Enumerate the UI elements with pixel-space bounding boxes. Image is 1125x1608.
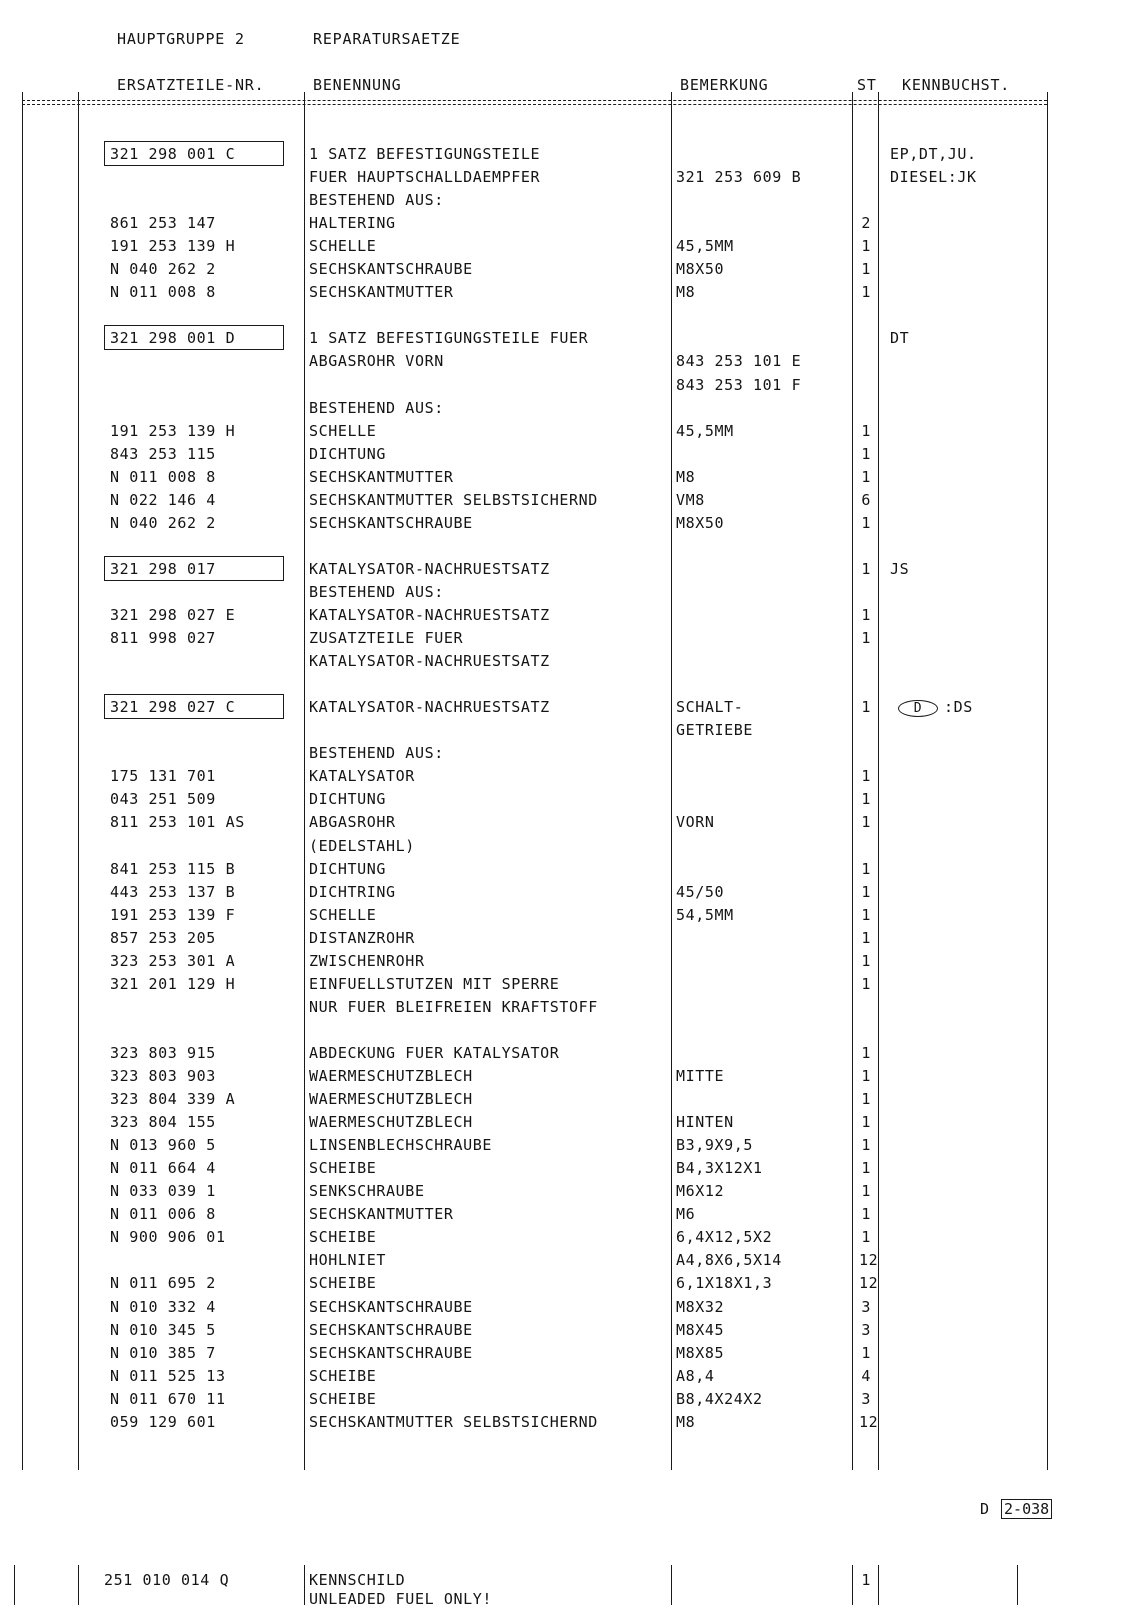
part-name: SECHSKANTSCHRAUBE [309,1320,473,1339]
main-group-label: HAUPTGRUPPE 2 [117,30,245,48]
part-number: N 900 906 01 [110,1228,226,1247]
part-qty: 1 [861,698,871,717]
part-name: ZUSATZTEILE FUER [309,629,464,648]
next-divider-3 [671,1565,672,1605]
part-name: SECHSKANTSCHRAUBE [309,513,473,532]
part-number: N 033 039 1 [110,1182,216,1201]
part-number: 323 253 301 A [110,951,236,970]
next-border-right [1017,1565,1018,1605]
part-qty: 1 [861,951,871,970]
market-code: DT [890,329,910,348]
part-number: 321 298 027 E [110,606,236,624]
part-qty: 12 [859,1412,879,1431]
part-remark: B8,4X24X2 [676,1389,763,1408]
part-name: LINSENBLECHSCHRAUBE [309,1136,492,1155]
part-number: 191 253 139 H [110,421,236,440]
part-qty: 1 [861,559,871,578]
column-divider-5 [878,92,879,1470]
part-qty: 1 [861,237,871,256]
part-name: SECHSKANTSCHRAUBE [309,260,473,279]
next-divider-4 [852,1565,853,1605]
next-page-part-number: 251 010 014 Q [104,1571,230,1589]
part-remark: VORN [676,813,715,832]
country-oval-badge: D [898,700,938,717]
part-name: SCHEIBE [309,1159,377,1178]
part-name: WAERMESCHUTZBLECH [309,1090,473,1109]
market-code: EP,DT,JU. [890,145,977,163]
part-qty: 1 [861,974,871,993]
table-border-right [1047,92,1048,1470]
part-name: SECHSKANTMUTTER [309,467,454,486]
part-remark: B4,3X12X1 [676,1159,763,1178]
part-number: 321 201 129 H [110,974,236,993]
part-remark: M8X32 [676,1297,725,1316]
col-header-qty: ST [857,76,877,94]
part-qty: 1 [861,859,871,878]
part-name: BESTEHEND AUS: [309,398,444,417]
part-number: N 010 345 5 [110,1320,216,1339]
part-remark: M8 [676,283,696,302]
part-name: DICHTRING [309,882,396,901]
part-remark: 45/50 [676,882,725,901]
part-qty: 12 [859,1274,879,1293]
page-reference [980,1500,1052,1518]
col-header-name: BENENNUNG [313,76,402,94]
part-remark: 6,4X12,5X2 [676,1228,773,1247]
part-name: SCHEIBE [309,1228,377,1247]
part-number: N 011 664 4 [110,1159,216,1178]
market-code [898,699,973,717]
part-remark: M8X85 [676,1343,725,1362]
part-remark: M6 [676,1205,696,1224]
part-remark: M8 [676,1412,696,1431]
next-page-name-2: UNLEADED FUEL ONLY! [309,1590,492,1608]
col-header-code: KENNBUCHST. [902,76,1011,94]
part-name: HALTERING [309,214,396,233]
part-remark: M6X12 [676,1182,725,1201]
part-number: 857 253 205 [110,928,216,947]
part-qty: 1 [861,444,871,463]
market-code-text: :DS [944,698,973,717]
next-page-qty: 1 [861,1571,871,1589]
table-border-left [22,92,23,1470]
part-remark: A4,8X6,5X14 [676,1251,782,1270]
part-remark: GETRIEBE [676,721,754,740]
part-remark: M8 [676,467,696,486]
part-name: SCHEIBE [309,1274,377,1293]
part-name: EINFUELLSTUTZEN MIT SPERRE [309,974,560,993]
part-name: SECHSKANTMUTTER [309,1205,454,1224]
part-name: KATALYSATOR-NACHRUESTSATZ [309,606,550,624]
part-number: 321 298 027 C [110,698,236,717]
header-separator [22,100,1047,101]
part-name: DICHTUNG [309,790,387,809]
part-qty: 1 [861,1067,871,1085]
part-name: KATALYSATOR-NACHRUESTSATZ [309,559,550,578]
part-name: KATALYSATOR-NACHRUESTSATZ [309,698,550,717]
part-name: BESTEHEND AUS: [309,744,444,763]
column-divider-4 [852,92,853,1470]
part-name: KATALYSATOR-NACHRUESTSATZ [309,652,550,671]
header-separator-2 [22,104,1047,105]
page-ref-number: 2-038 [1001,1499,1052,1519]
part-qty: 1 [861,1159,871,1178]
part-qty: 3 [861,1320,871,1339]
part-remark: M8X50 [676,513,725,532]
part-qty: 1 [861,1205,871,1224]
part-number: 191 253 139 H [110,237,236,256]
part-number: N 011 008 8 [110,283,216,302]
part-number: 059 129 601 [110,1412,216,1431]
part-number: 321 298 001 D [110,329,236,348]
part-number: 043 251 509 [110,790,216,809]
part-qty: 1 [861,905,871,924]
part-qty: 6 [861,490,871,509]
part-name: WAERMESCHUTZBLECH [309,1067,473,1085]
part-qty: 1 [861,1343,871,1362]
part-qty: 1 [861,260,871,279]
part-remark: M8X45 [676,1320,725,1339]
part-remark: B3,9X9,5 [676,1136,754,1155]
part-name: NUR FUER BLEIFREIEN KRAFTSTOFF [309,997,598,1016]
part-qty: 1 [861,513,871,532]
part-qty: 1 [861,629,871,648]
part-remark: VM8 [676,490,705,509]
part-qty: 2 [861,214,871,233]
part-name: FUER HAUPTSCHALLDAEMPFER [309,168,541,187]
part-name: 1 SATZ BEFESTIGUNGSTEILE [309,145,541,163]
part-name: KATALYSATOR [309,767,415,786]
part-name: DICHTUNG [309,859,387,878]
part-number: N 010 385 7 [110,1343,216,1362]
part-name: ZWISCHENROHR [309,951,425,970]
col-header-remark: BEMERKUNG [680,76,769,94]
part-remark: 45,5MM [676,421,734,440]
part-name: DICHTUNG [309,444,387,463]
part-remark: SCHALT- [676,698,744,717]
next-border-left [14,1565,15,1605]
next-divider-2 [304,1565,305,1605]
part-name: SECHSKANTMUTTER SELBSTSICHERND [309,1412,598,1431]
part-qty: 3 [861,1297,871,1316]
part-qty: 1 [861,606,871,624]
part-remark: 843 253 101 F [676,375,802,394]
part-number: N 013 960 5 [110,1136,216,1155]
part-name: SECHSKANTSCHRAUBE [309,1297,473,1316]
part-name: BESTEHEND AUS: [309,191,444,210]
part-number: 443 253 137 B [110,882,236,901]
market-code: JS [890,559,910,578]
part-remark: 321 253 609 B [676,168,802,187]
part-number: 811 253 101 AS [110,813,245,832]
part-remark: 6,1X18X1,3 [676,1274,773,1293]
part-number: N 011 525 13 [110,1366,226,1385]
part-qty: 1 [861,813,871,832]
part-qty: 1 [861,1090,871,1109]
next-page-name: KENNSCHILD [309,1571,406,1589]
part-number: 323 803 915 [110,1043,216,1062]
part-remark: 54,5MM [676,905,734,924]
kit-number-box [104,141,284,166]
part-number: N 040 262 2 [110,260,216,279]
part-name: ABGASROHR VORN [309,352,444,371]
part-number: 323 803 903 [110,1067,216,1085]
kit-number-box [104,325,284,350]
part-name: SCHELLE [309,421,377,440]
part-qty: 1 [861,283,871,302]
part-qty: 12 [859,1251,879,1270]
part-number: 843 253 115 [110,444,216,463]
part-qty: 1 [861,767,871,786]
part-name: SECHSKANTMUTTER [309,283,454,302]
part-number: 321 298 001 C [110,145,236,163]
page-ref-prefix: D [980,1500,990,1518]
part-qty: 1 [861,928,871,947]
part-remark: M8X50 [676,260,725,279]
market-code: DIESEL:JK [890,168,977,187]
part-name: ABDECKUNG FUER KATALYSATOR [309,1043,560,1062]
page-title: REPARATURSAETZE [313,30,461,48]
part-name: SCHELLE [309,237,377,256]
part-name: DISTANZROHR [309,928,415,947]
part-remark: 843 253 101 E [676,352,802,371]
part-qty: 1 [861,1136,871,1155]
part-number: N 011 008 8 [110,467,216,486]
part-number: 191 253 139 F [110,905,236,924]
part-qty: 1 [861,467,871,486]
part-number: 321 298 017 [110,559,216,578]
col-header-part: ERSATZTEILE-NR. [117,76,265,94]
part-name: SECHSKANTMUTTER SELBSTSICHERND [309,490,598,509]
kit-number-box [104,556,284,581]
part-name: (EDELSTAHL) [309,836,415,855]
part-name: SCHELLE [309,905,377,924]
part-name: WAERMESCHUTZBLECH [309,1113,473,1132]
part-number: 323 804 155 [110,1113,216,1132]
part-number: 175 131 701 [110,767,216,786]
part-qty: 1 [861,1182,871,1201]
column-divider-2 [304,92,305,1470]
part-name: HOHLNIET [309,1251,387,1270]
part-remark: MITTE [676,1067,725,1085]
part-number: N 022 146 4 [110,490,216,509]
part-number: N 011 670 11 [110,1389,226,1408]
kit-number-box [104,694,284,719]
part-remark: 45,5MM [676,237,734,256]
part-number: N 010 332 4 [110,1297,216,1316]
part-remark: A8,4 [676,1366,715,1385]
column-divider-1 [78,92,79,1470]
part-number: 323 804 339 A [110,1090,236,1109]
part-number: N 040 262 2 [110,513,216,532]
next-divider-1 [78,1565,79,1605]
part-qty: 1 [861,1043,871,1062]
part-name: 1 SATZ BEFESTIGUNGSTEILE FUER [309,329,589,348]
part-name: SCHEIBE [309,1389,377,1408]
part-qty: 1 [861,1228,871,1247]
part-number: 861 253 147 [110,214,216,233]
part-number: N 011 006 8 [110,1205,216,1224]
next-divider-5 [878,1565,879,1605]
part-qty: 1 [861,790,871,809]
part-number: 811 998 027 [110,629,216,648]
column-divider-3 [671,92,672,1470]
part-qty: 1 [861,882,871,901]
part-qty: 1 [861,1113,871,1132]
part-name: ABGASROHR [309,813,396,832]
part-qty: 3 [861,1389,871,1408]
part-qty: 1 [861,421,871,440]
part-remark: HINTEN [676,1113,734,1132]
part-name: SENKSCHRAUBE [309,1182,425,1201]
part-name: SCHEIBE [309,1366,377,1385]
part-name: SECHSKANTSCHRAUBE [309,1343,473,1362]
part-number: N 011 695 2 [110,1274,216,1293]
part-name: BESTEHEND AUS: [309,582,444,601]
part-number: 841 253 115 B [110,859,236,878]
part-qty: 4 [861,1366,871,1385]
